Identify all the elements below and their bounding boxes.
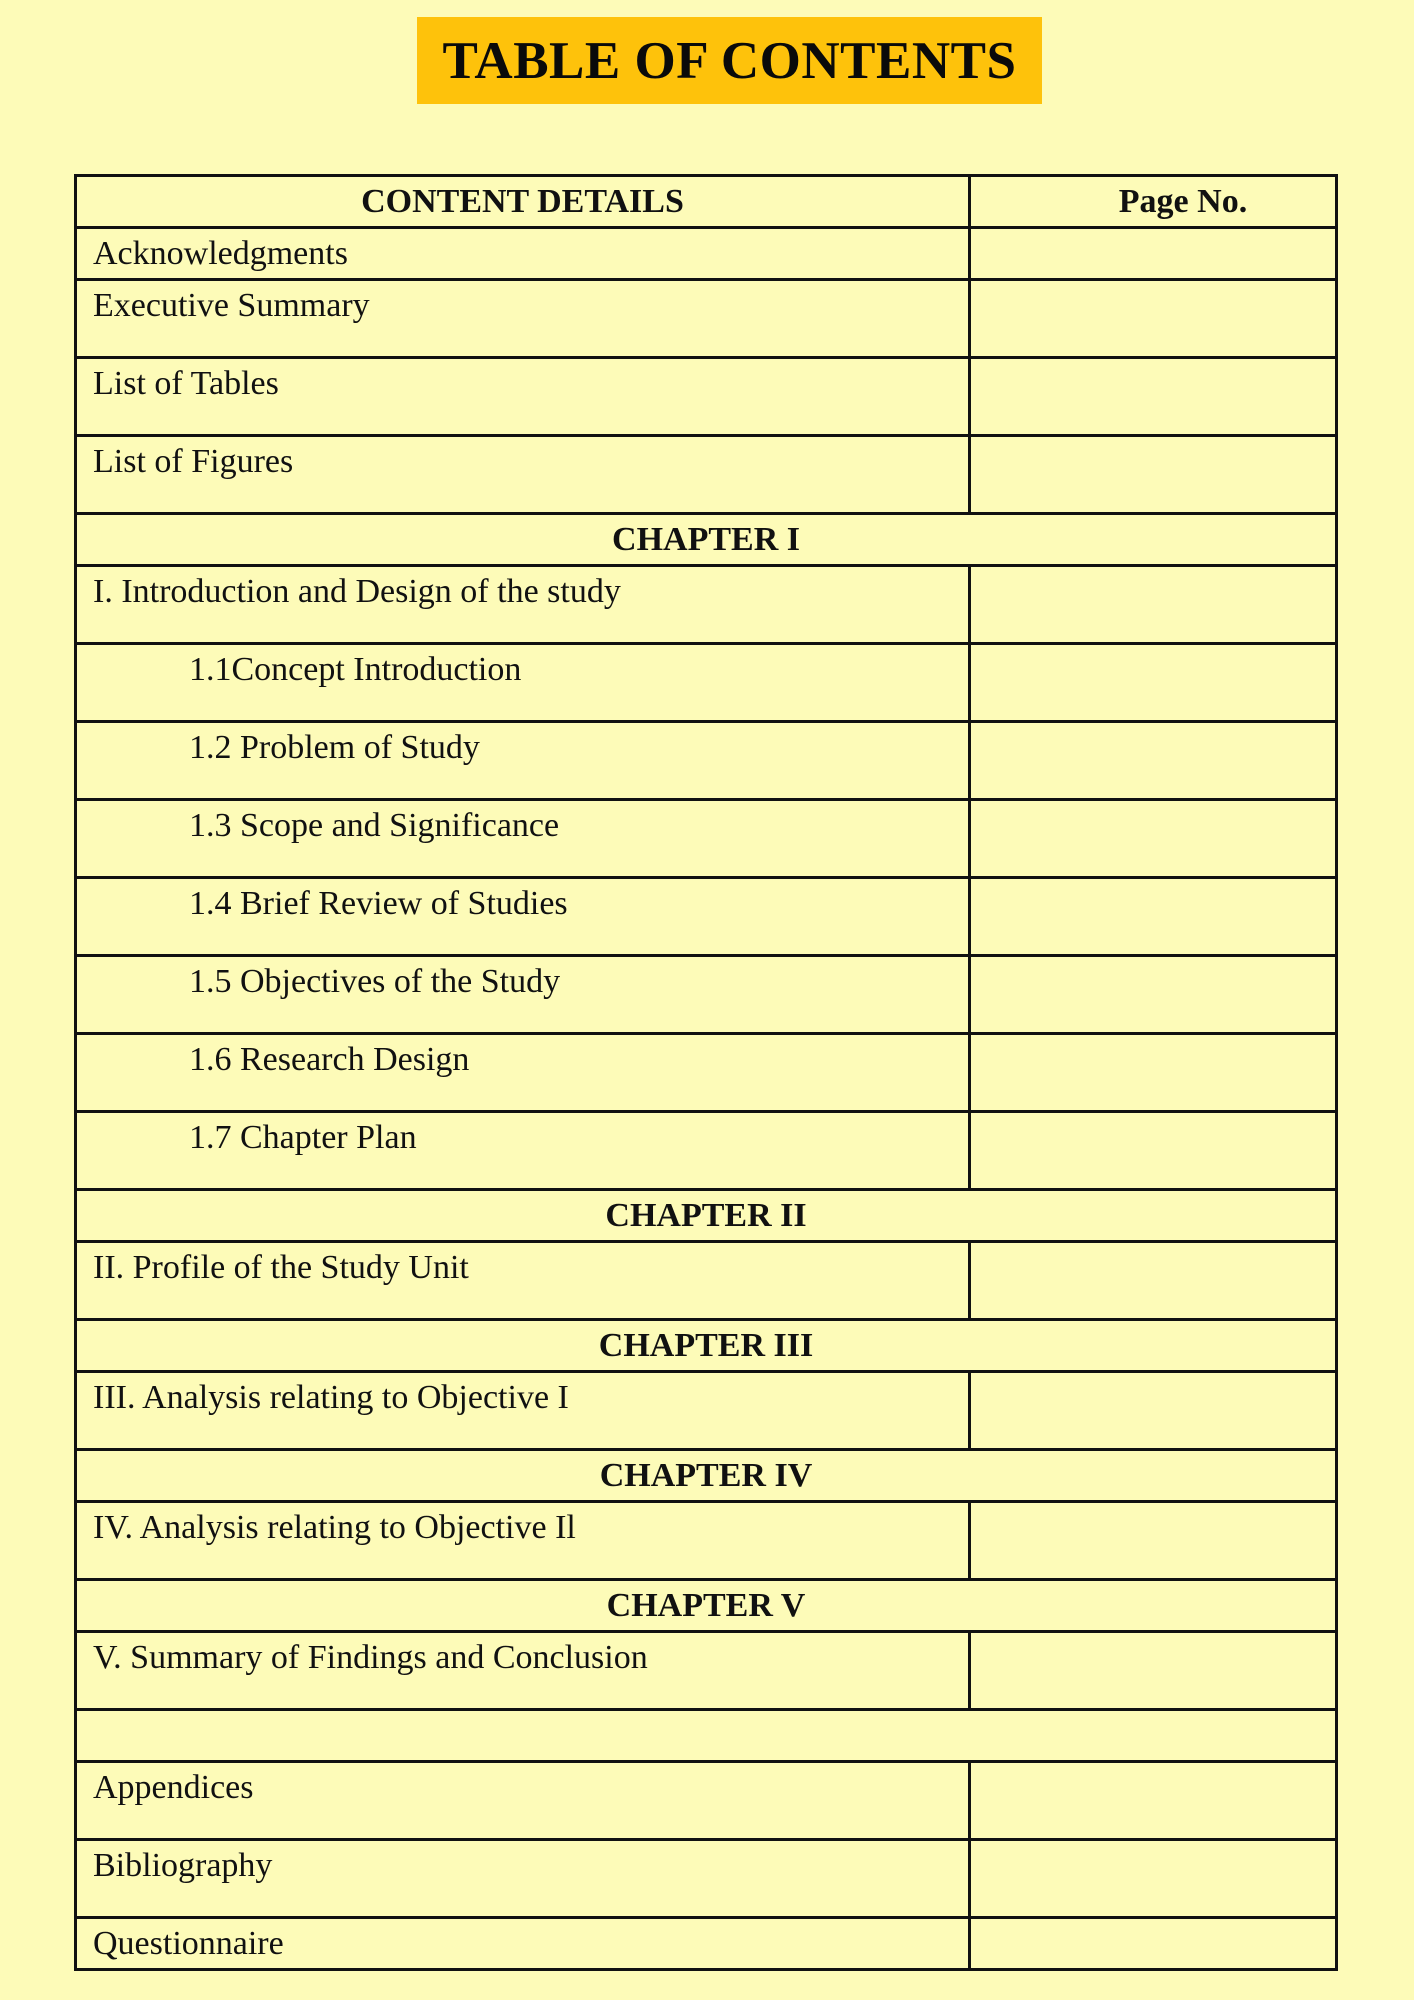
toc-entry-label: IV. Analysis relating to Objective Il [76, 1502, 970, 1580]
toc-entry-row [76, 956, 1337, 1034]
toc-entry-row [76, 1918, 1337, 1970]
toc-entry-row [76, 1840, 1337, 1918]
page-no-header: Page No. [970, 176, 1337, 228]
toc-entry-label: I. Introduction and Design of the study [76, 566, 970, 644]
page-number-cell [970, 1034, 1337, 1112]
page-number-cell [970, 1918, 1337, 1970]
page-number-cell [970, 1840, 1337, 1918]
page-number-cell [970, 566, 1337, 644]
page-number-cell [970, 1632, 1337, 1710]
toc-entry-row [76, 1112, 1337, 1190]
chapter-row [76, 1190, 1337, 1242]
toc-entry-row [76, 1632, 1337, 1710]
toc-entry-row [76, 228, 1337, 280]
toc-subsection-label: 1.1Concept Introduction [76, 644, 970, 722]
page-number-cell [970, 1372, 1337, 1450]
blank-cell [76, 1710, 1337, 1762]
toc-entry-row [76, 1762, 1337, 1840]
title-banner [417, 17, 1042, 104]
chapter-heading: CHAPTER III [76, 1320, 1337, 1372]
toc-entry-row [76, 1372, 1337, 1450]
page-number-cell [970, 1762, 1337, 1840]
toc-subsection-label: 1.2 Problem of Study [76, 722, 970, 800]
page-title: TABLE OF CONTENTS [442, 31, 1017, 90]
toc-entry-row [76, 358, 1337, 436]
toc-entry-row [76, 566, 1337, 644]
toc-entry-row [76, 644, 1337, 722]
toc-subsection-label: 1.6 Research Design [76, 1034, 970, 1112]
chapter-heading: CHAPTER I [76, 514, 1337, 566]
page-number-cell [970, 722, 1337, 800]
page-number-cell [970, 644, 1337, 722]
toc-entry-label: List of Tables [76, 358, 970, 436]
page-number-cell [970, 280, 1337, 358]
blank-row [76, 1710, 1337, 1762]
toc-entry-label: III. Analysis relating to Objective I [76, 1372, 970, 1450]
chapter-row [76, 514, 1337, 566]
toc-entry-label: Questionnaire [76, 1918, 970, 1970]
toc-subsection-label: 1.7 Chapter Plan [76, 1112, 970, 1190]
chapter-heading: CHAPTER IV [76, 1450, 1337, 1502]
page-number-cell [970, 358, 1337, 436]
toc-entry-row [76, 1242, 1337, 1320]
toc-entry-label: List of Figures [76, 436, 970, 514]
page-number-cell [970, 1242, 1337, 1320]
chapter-row [76, 1450, 1337, 1502]
toc-entry-label: Appendices [76, 1762, 970, 1840]
toc-body [76, 176, 1337, 1970]
toc-table [74, 174, 1338, 1971]
toc-entry-label: Bibliography [76, 1840, 970, 1918]
toc-subsection-label: 1.4 Brief Review of Studies [76, 878, 970, 956]
chapter-heading: CHAPTER II [76, 1190, 1337, 1242]
toc-entry-row [76, 1034, 1337, 1112]
page-number-cell [970, 956, 1337, 1034]
page-number-cell [970, 800, 1337, 878]
header-row [76, 176, 1337, 228]
toc-entry-row [76, 1502, 1337, 1580]
page-number-cell [970, 1502, 1337, 1580]
toc-entry-label: Executive Summary [76, 280, 970, 358]
chapter-row [76, 1580, 1337, 1632]
toc-entry-row [76, 878, 1337, 956]
toc-entry-row [76, 280, 1337, 358]
toc-subsection-label: 1.3 Scope and Significance [76, 800, 970, 878]
toc-entry-row [76, 800, 1337, 878]
toc-entry-row [76, 436, 1337, 514]
content-details-header: CONTENT DETAILS [76, 176, 970, 228]
page-number-cell [970, 228, 1337, 280]
toc-entry-label: V. Summary of Findings and Conclusion [76, 1632, 970, 1710]
page-number-cell [970, 436, 1337, 514]
toc-entry-row [76, 722, 1337, 800]
toc-subsection-label: 1.5 Objectives of the Study [76, 956, 970, 1034]
toc-entry-label: Acknowledgments [76, 228, 970, 280]
page-number-cell [970, 1112, 1337, 1190]
chapter-heading: CHAPTER V [76, 1580, 1337, 1632]
page-number-cell [970, 878, 1337, 956]
chapter-row [76, 1320, 1337, 1372]
toc-entry-label: II. Profile of the Study Unit [76, 1242, 970, 1320]
